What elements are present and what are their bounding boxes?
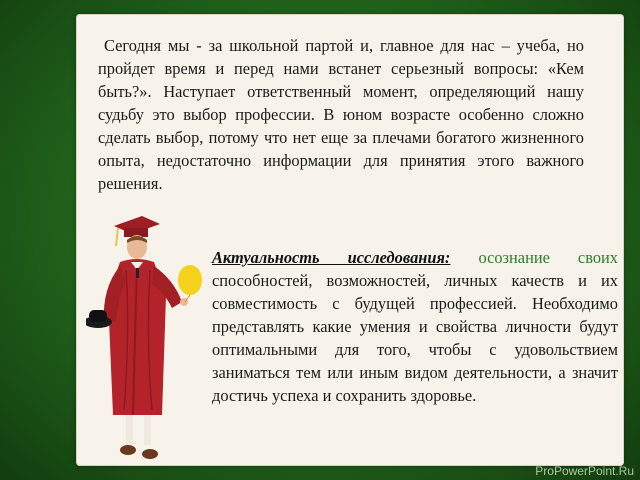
relevance-lead: осознание своих <box>478 248 618 267</box>
relevance-paragraph <box>212 246 618 407</box>
graduate-illustration <box>86 210 216 472</box>
relevance-body: способностей, возможностей, личных качеств и их совместимость с будущей профессией. Необходимо представлять какие умения и свойства личности будут оптимальными для того, чтобы с удовольствием заниматься тем или иным видом деятельности, а значит достичь успеха и сохранить здоровье. <box>212 271 618 405</box>
intro-paragraph: Сегодня мы - за школьной партой и, главное для нас – учеба, но пройдет время и перед нами встанет серьезный вопросы: «Кем быть?». Наступает ответственный момент, определяющий нашу судьбу это выбор профессии. В юном возрасте особенно сложно сделать выбор, потому что нет еще за плечами богатого жизненного опыта, недостаточно информации для принятия этого важного решения. <box>98 36 584 193</box>
watermark: ProPowerPoint.Ru <box>535 464 634 478</box>
relevance-heading: Актуальность исследования: <box>212 248 451 267</box>
